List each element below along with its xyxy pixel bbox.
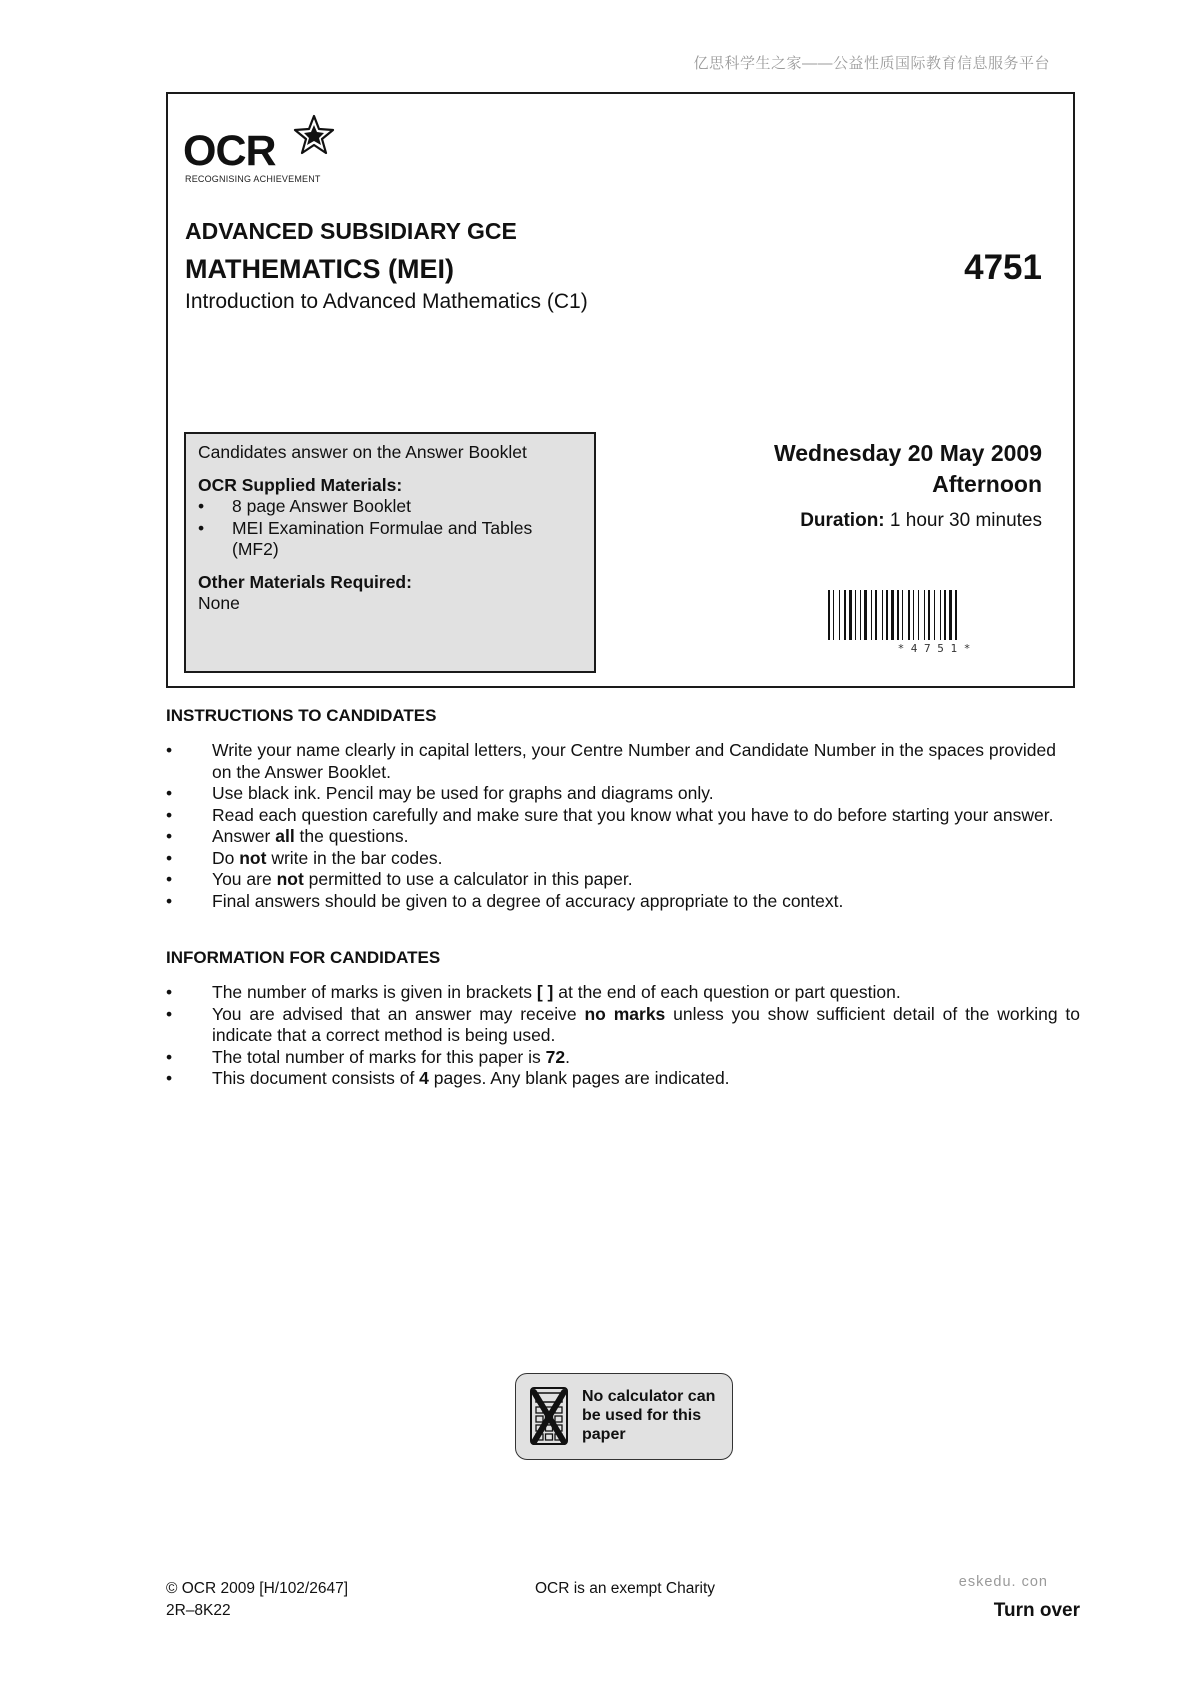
bullet: • <box>166 847 173 868</box>
supplied-item: 8 page Answer Booklet <box>232 496 412 516</box>
exam-session: Afternoon <box>932 471 1042 497</box>
barcode-bar <box>882 590 883 640</box>
bullet: • <box>198 496 205 516</box>
item-text: unless you show sufficient detail of the working to indicate that a correct method is being used. <box>212 1003 1080 1045</box>
supplied-item: MEI Examination Formulae and Tables (MF2) <box>232 517 533 559</box>
instructions-list <box>166 740 1080 912</box>
barcode-bar <box>928 590 930 640</box>
barcode-bar <box>908 590 910 640</box>
barcode-bar <box>918 590 919 640</box>
list-item <box>198 496 582 518</box>
barcode-bar <box>944 590 946 640</box>
item-emphasis: no marks <box>584 1003 666 1024</box>
item-text: . <box>565 1046 570 1067</box>
barcode-bar <box>839 590 840 640</box>
barcode-bar <box>849 590 852 640</box>
item-text: Write your name clearly in capital letters, your Centre Number and Candidate Number in the spaces provided on the Answer Booklet. <box>212 740 1056 782</box>
item-text: permitted to use a calculator in this paper. <box>303 869 633 889</box>
footer-code: 2R–8K22 <box>166 1602 231 1619</box>
ocr-logo <box>183 114 343 190</box>
item-text: Final answers should be given to a degree of accuracy appropriate to the context. <box>212 890 844 911</box>
information-list <box>166 982 1080 1090</box>
list-item <box>166 1047 1080 1069</box>
barcode-bar <box>924 590 925 640</box>
footer-charity: OCR is an exempt Charity <box>534 1580 716 1597</box>
list-item <box>166 826 1080 848</box>
item-text: at the end of each question or part question. <box>553 982 901 1002</box>
list-item <box>166 848 1080 870</box>
item-emphasis: 72 <box>545 1046 566 1067</box>
item-text: write in the bar codes. <box>266 847 443 868</box>
bullet: • <box>166 804 173 825</box>
barcode-bar <box>886 590 888 640</box>
item-text: Answer <box>212 826 276 846</box>
item-text: pages. Any blank pages are indicated. <box>428 1068 730 1088</box>
watermark-top: 亿思科学生之家——公益性质国际教育信息服务平台 <box>693 55 1050 72</box>
instructions-heading: INSTRUCTIONS TO CANDIDATES <box>166 706 437 725</box>
no-calculator-text: No calculator can be used for this paper <box>582 1388 716 1443</box>
list-item <box>166 740 1080 783</box>
item-text: This document consists of <box>212 1068 420 1088</box>
bullet: • <box>166 1046 173 1067</box>
exam-duration <box>700 510 1042 532</box>
barcode-bar <box>897 590 899 640</box>
bullet: • <box>198 517 205 538</box>
barcode-bar <box>940 590 941 640</box>
logo-tagline: RECOGNISING ACHIEVEMENT <box>185 174 321 184</box>
item-emphasis: 4 <box>419 1068 429 1088</box>
bullet: • <box>166 869 173 889</box>
bullet: • <box>166 890 173 911</box>
item-text: You are advised that an answer may receive <box>212 1003 585 1024</box>
barcode-bar <box>828 590 830 640</box>
list-item <box>166 869 1080 891</box>
other-value: None <box>198 593 240 613</box>
barcode-bar <box>855 590 856 640</box>
materials-box <box>184 432 596 673</box>
bullet: • <box>166 1068 173 1088</box>
barcode-bar <box>913 590 914 640</box>
bullet: • <box>166 1003 173 1024</box>
list-item <box>166 1068 1080 1090</box>
unit-code: 4751 <box>964 248 1042 287</box>
barcode-bar <box>902 590 903 640</box>
list-item <box>198 518 582 561</box>
bullet: • <box>166 826 173 846</box>
bullet: • <box>166 783 173 803</box>
supplied-heading: OCR Supplied Materials: <box>198 474 403 495</box>
barcode-bar <box>871 590 872 640</box>
item-emphasis: not <box>276 869 304 889</box>
bullet: • <box>166 740 173 760</box>
barcode <box>826 590 1042 654</box>
barcode-bar <box>875 590 877 640</box>
subject-title: MATHEMATICS (MEI) <box>185 254 454 284</box>
item-text: You are <box>212 869 277 889</box>
barcode-bar <box>833 590 834 640</box>
item-text: Do <box>212 847 240 868</box>
item-text: Read each question carefully and make sure that you know what you have to do before starting your answer. <box>212 804 1054 825</box>
turn-over-label: Turn over <box>993 1600 1080 1621</box>
item-emphasis: all <box>275 826 295 846</box>
list-item <box>166 982 1080 1004</box>
footer-copyright: © OCR 2009 [H/102/2647] <box>166 1580 349 1597</box>
logo-wordmark: OCR <box>183 127 276 175</box>
barcode-bars <box>828 590 957 640</box>
item-text: the questions. <box>294 826 409 846</box>
list-item <box>166 891 1080 913</box>
barcode-text: * 4 7 5 1 * <box>897 642 971 654</box>
item-text: The number of marks is given in brackets <box>212 982 537 1002</box>
barcode-bar <box>934 590 935 640</box>
barcode-bar <box>860 590 861 640</box>
exam-date: Wednesday 20 May 2009 <box>773 440 1042 466</box>
duration-label: Duration: <box>800 510 885 531</box>
barcode-bar <box>955 590 957 640</box>
list-item <box>166 805 1080 827</box>
barcode-bar <box>949 590 952 640</box>
footer-watermark: eskedu. con <box>958 1574 1048 1590</box>
barcode-bar <box>891 590 894 640</box>
barcode-bar <box>844 590 846 640</box>
exam-schedule <box>700 438 1042 532</box>
list-item <box>166 783 1080 805</box>
star-icon <box>293 114 335 156</box>
materials-intro: Candidates answer on the Answer Booklet <box>198 442 527 462</box>
bullet: • <box>166 982 173 1002</box>
unit-title: Introduction to Advanced Mathematics (C1) <box>185 290 588 313</box>
information-heading: INFORMATION FOR CANDIDATES <box>166 948 441 967</box>
item-emphasis: [ ] <box>536 982 554 1002</box>
item-emphasis: not <box>239 847 267 868</box>
qualification: ADVANCED SUBSIDIARY GCE <box>185 218 517 244</box>
item-text: The total number of marks for this paper is <box>212 1046 546 1067</box>
other-heading: Other Materials Required: <box>198 571 412 592</box>
list-item <box>166 1004 1080 1047</box>
no-calculator-notice <box>515 1373 733 1460</box>
no-calculator-icon <box>528 1386 570 1446</box>
barcode-bar <box>864 590 867 640</box>
duration-value: 1 hour 30 minutes <box>889 510 1042 531</box>
item-text: Use black ink. Pencil may be used for graphs and diagrams only. <box>212 783 714 803</box>
